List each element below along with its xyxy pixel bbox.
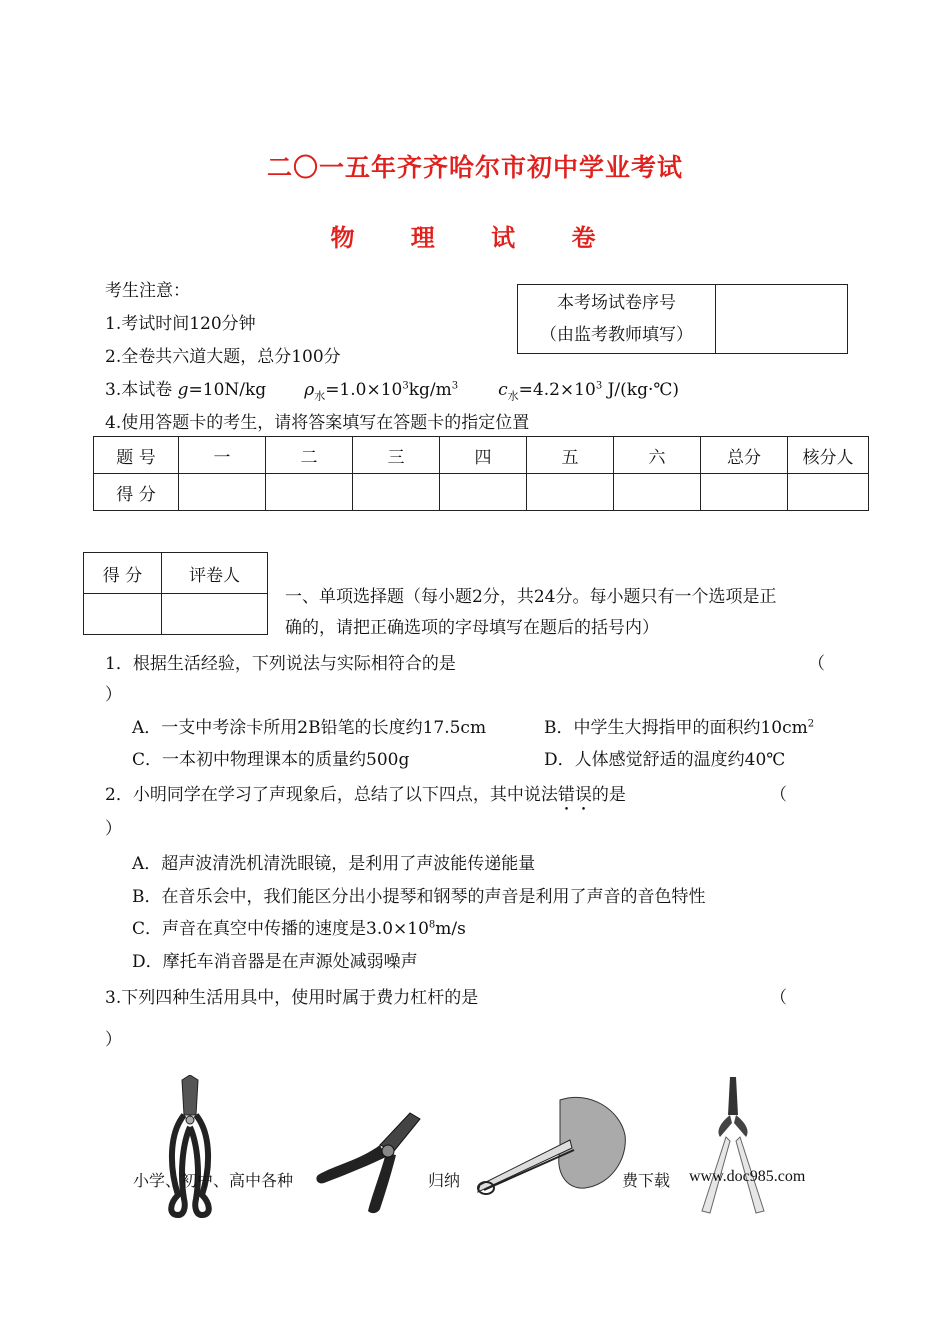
score-cell[interactable] [266,474,353,511]
score-cell[interactable] [527,474,614,511]
section1-heading-line1: 一、单项选择题（每小题2分，共24分。每小题只有一个选项是正 [285,587,777,607]
q1-paren-open: （ [808,654,825,674]
q1-option-b: B．中学生大拇指甲的面积约$10cm^2$ [544,718,815,738]
score-header-cell: 五 [527,437,614,474]
score-header-cell: 一 [179,437,266,474]
grader-name-label: 评卷人 [162,553,268,594]
score-header-cell: 六 [614,437,701,474]
score-cell[interactable] [788,474,869,511]
exam-subtitle: 物 理 试 卷 [330,223,620,252]
score-header-cell: 总分 [701,437,788,474]
score-header-cell: 三 [353,437,440,474]
pincers-icon [160,1075,220,1220]
tweezers-hand-icon [470,1090,630,1200]
pliers-icon [310,1105,430,1215]
score-table [93,436,869,511]
q3-paren-open: （ [770,988,787,1008]
q3-paren-close: ） [105,1030,122,1050]
q1-option-a: A．一支中考涂卡所用2B铅笔的长度约17.5cm [132,718,487,738]
q2-option-d: D．摩托车消音器是在声源处减弱噪声 [132,952,418,972]
notes-heading: 考生注意： [105,281,190,301]
note-4: 4.使用答题卡的考生，请将答案填写在答题卡的指定位置 [105,413,530,433]
q2-paren-close: ） [105,819,122,839]
q2-option-a: A．超声波清洗机清洗眼镜，是利用了声波能传递能量 [132,854,536,874]
score-table-score-row [94,474,869,511]
q1-option-d: D．人体感觉舒适的温度约40℃ [544,750,786,770]
score-row-label: 得 分 [94,474,179,511]
grader-table [83,552,268,635]
footer-url[interactable]: www.doc985.com [689,1168,806,1185]
footer-text-1: 小学、初中、高中各种 [133,1171,294,1190]
note-3: 3.本试卷 g=10N/kg $\rho_水=1.0\times 10^3kg/m^3$ $c_水=4.2\times 10^3$ J/(kg·℃) [105,380,680,403]
q2-option-b: B．在音乐会中，我们能区分出小提琴和钢琴的声音是利用了声音的音色特性 [132,887,706,907]
grader-name-cell[interactable] [162,594,268,635]
score-header-cell: 题 号 [94,437,179,474]
score-header-cell: 四 [440,437,527,474]
pruning-shears-icon [690,1075,780,1215]
q2-paren-open: （ [770,785,787,805]
exam-title: 二〇一五年齐齐哈尔市初中学业考试 [266,153,683,182]
serial-value-cell[interactable] [716,285,848,354]
q1-stem: 1．根据生活经验，下列说法与实际相符合的是 [105,654,456,674]
score-cell[interactable] [179,474,266,511]
q1-option-c: C．一本初中物理课本的质量约500g [132,750,410,770]
footer-text-3: 费下载 [622,1171,671,1190]
score-header-cell: 二 [266,437,353,474]
footer-text-2: 归纳 [428,1171,461,1190]
section1-heading-line2: 确的，请把正确选项的字母填写在题后的括号内） [285,618,659,638]
note-2: 2.全卷共六道大题，总分100分 [105,347,341,367]
grader-score-cell[interactable] [84,594,162,635]
grader-score-label: 得 分 [84,553,162,594]
note-1: 1.考试时间120分钟 [105,314,256,334]
serial-number-box [517,284,848,354]
score-cell[interactable] [701,474,788,511]
serial-label: 本考场试卷序号 （由监考教师填写） [518,285,716,354]
q2-option-c: C．声音在真空中传播的速度是$3.0\times 10^8m/s$ [132,919,466,939]
score-header-cell: 核分人 [788,437,869,474]
score-cell[interactable] [614,474,701,511]
score-cell[interactable] [353,474,440,511]
q2-stem: 2．小明同学在学习了声现象后，总结了以下四点，其中说法错误的是 [105,785,626,805]
score-table-header-row [94,437,869,474]
score-cell[interactable] [440,474,527,511]
q3-stem: 3.下列四种生活用具中，使用时属于费力杠杆的是 [105,988,479,1008]
q1-paren-close: ） [105,685,122,705]
